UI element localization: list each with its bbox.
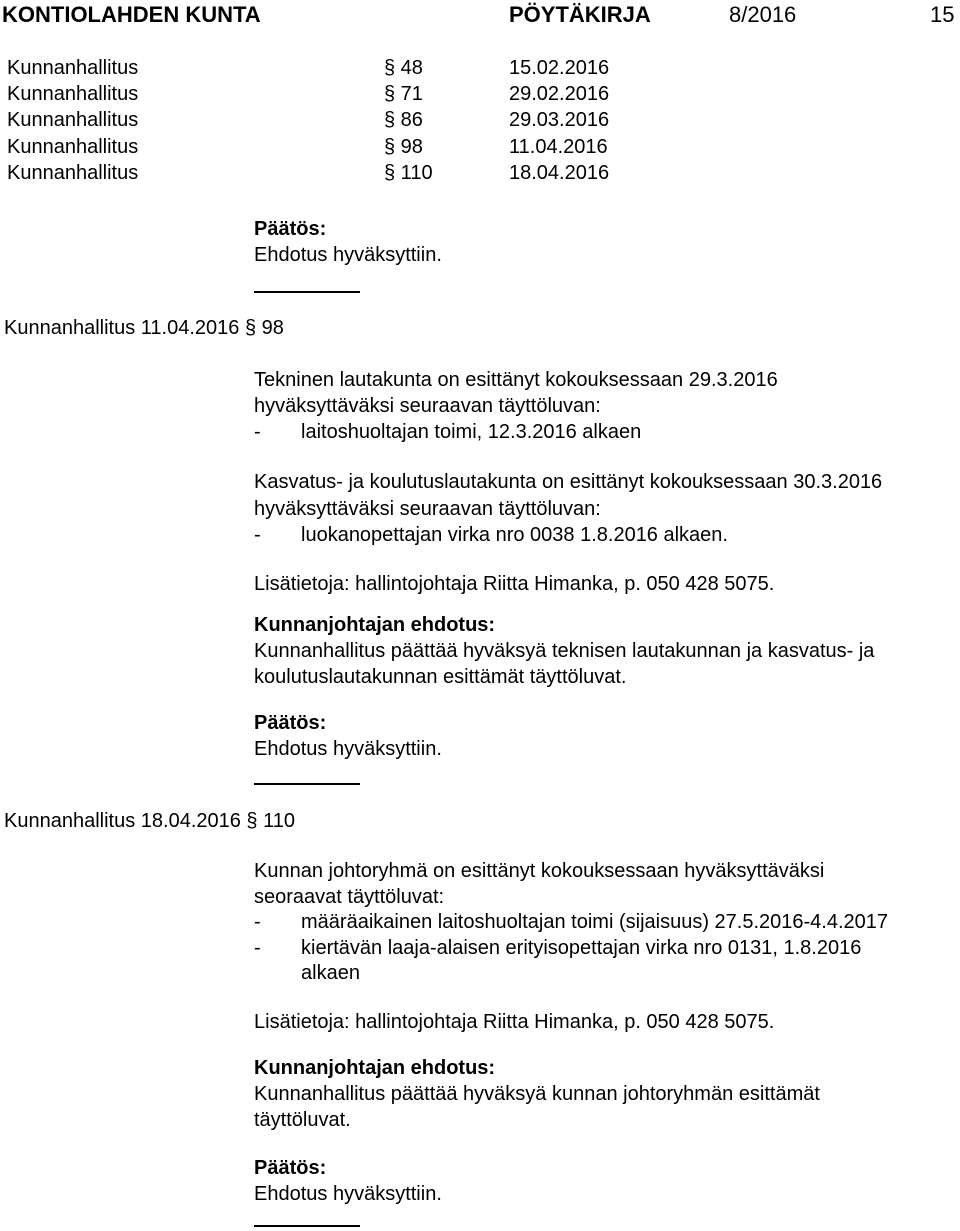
proposal-line: Kunnanhallitus päättää hyväksyä teknisen lautakunnan ja kasvatus- ja [254, 640, 875, 662]
history-section: § 48 [384, 57, 423, 79]
page-number: 15 [930, 2, 955, 27]
list-dash: - [254, 421, 261, 443]
decision-text: Ehdotus hyväksyttiin. [254, 738, 442, 760]
list-dash: - [254, 911, 261, 933]
proposal-line: Kunnanhallitus päättää hyväksyä kunnan johtoryhmän esittämät [254, 1083, 820, 1105]
history-date: 29.02.2016 [509, 83, 610, 105]
contact-info: Lisätietoja: hallintojohtaja Riitta Himanka, p. 050 428 5075. [254, 1011, 775, 1033]
decision-text: Ehdotus hyväksyttiin. [254, 1183, 442, 1205]
history-body: Kunnanhallitus [7, 57, 139, 79]
history-body: Kunnanhallitus [7, 162, 139, 184]
paragraph-line: Kunnan johtoryhmä on esittänyt kokouksessaan hyväksyttäväksi [254, 860, 825, 882]
paragraph-line: Kasvatus- ja koulutuslautakunta on esittänyt kokouksessaan 30.3.2016 [254, 471, 883, 493]
meeting-label-98: Kunnanhallitus 11.04.2016 § 98 [4, 317, 284, 339]
list-item [254, 909, 888, 935]
contact-info: Lisätietoja: hallintojohtaja Riitta Himanka, p. 050 428 5075. [254, 573, 775, 595]
history-date: 18.04.2016 [509, 162, 610, 184]
proposal-heading: Kunnanjohtajan ehdotus: [254, 614, 496, 636]
org-name: KONTIOLAHDEN KUNTA [2, 2, 261, 27]
doc-type: PÖYTÄKIRJA [509, 2, 651, 27]
history-body: Kunnanhallitus [7, 109, 139, 131]
list-item [254, 935, 861, 961]
paragraph-line: hyväksyttäväksi seuraavan täyttöluvan: [254, 498, 601, 520]
section-divider [254, 783, 360, 785]
proposal-line: täyttöluvat. [254, 1109, 351, 1131]
paragraph-line: hyväksyttäväksi seuraavan täyttöluvan: [254, 395, 601, 417]
decision-heading: Päätös: [254, 712, 327, 734]
decision-heading: Päätös: [254, 1157, 327, 1179]
list-dash: - [254, 937, 261, 959]
paragraph-line: Tekninen lautakunta on esittänyt kokouksessaan 29.3.2016 [254, 369, 778, 391]
section-divider [254, 1225, 360, 1227]
history-section: § 110 [384, 162, 433, 184]
proposal-heading: Kunnanjohtajan ehdotus: [254, 1057, 496, 1079]
history-section: § 98 [384, 136, 423, 158]
list-item-continuation: alkaen [301, 962, 360, 984]
history-date: 15.02.2016 [509, 57, 610, 79]
list-item-text: kiertävän laaja-alaisen erityisopettajan virka nro 0131, 1.8.2016 [301, 937, 862, 959]
list-dash: - [254, 524, 261, 546]
section-divider [254, 291, 360, 293]
paragraph-line: seoraavat täyttöluvat: [254, 886, 445, 908]
list-item [254, 419, 641, 445]
decision-heading: Päätös: [254, 218, 327, 240]
history-section: § 71 [384, 83, 423, 105]
history-body: Kunnanhallitus [7, 136, 139, 158]
proposal-line: koulutuslautakunnan esittämät täyttöluvat. [254, 666, 627, 688]
list-item-text: määräaikainen laitoshuoltajan toimi (sijaisuus) 27.5.2016-4.4.2017 [301, 911, 889, 933]
history-date: 29.03.2016 [509, 109, 610, 131]
meeting-label-110: Kunnanhallitus 18.04.2016 § 110 [4, 810, 295, 832]
decision-text: Ehdotus hyväksyttiin. [254, 244, 442, 266]
list-item-text: luokanopettajan virka nro 0038 1.8.2016 alkaen. [301, 524, 728, 546]
list-item [254, 522, 728, 548]
doc-number: 8/2016 [729, 2, 797, 27]
list-item-text: laitoshuoltajan toimi, 12.3.2016 alkaen [301, 421, 642, 443]
history-section: § 86 [384, 109, 423, 131]
history-body: Kunnanhallitus [7, 83, 139, 105]
history-date: 11.04.2016 [509, 136, 608, 158]
